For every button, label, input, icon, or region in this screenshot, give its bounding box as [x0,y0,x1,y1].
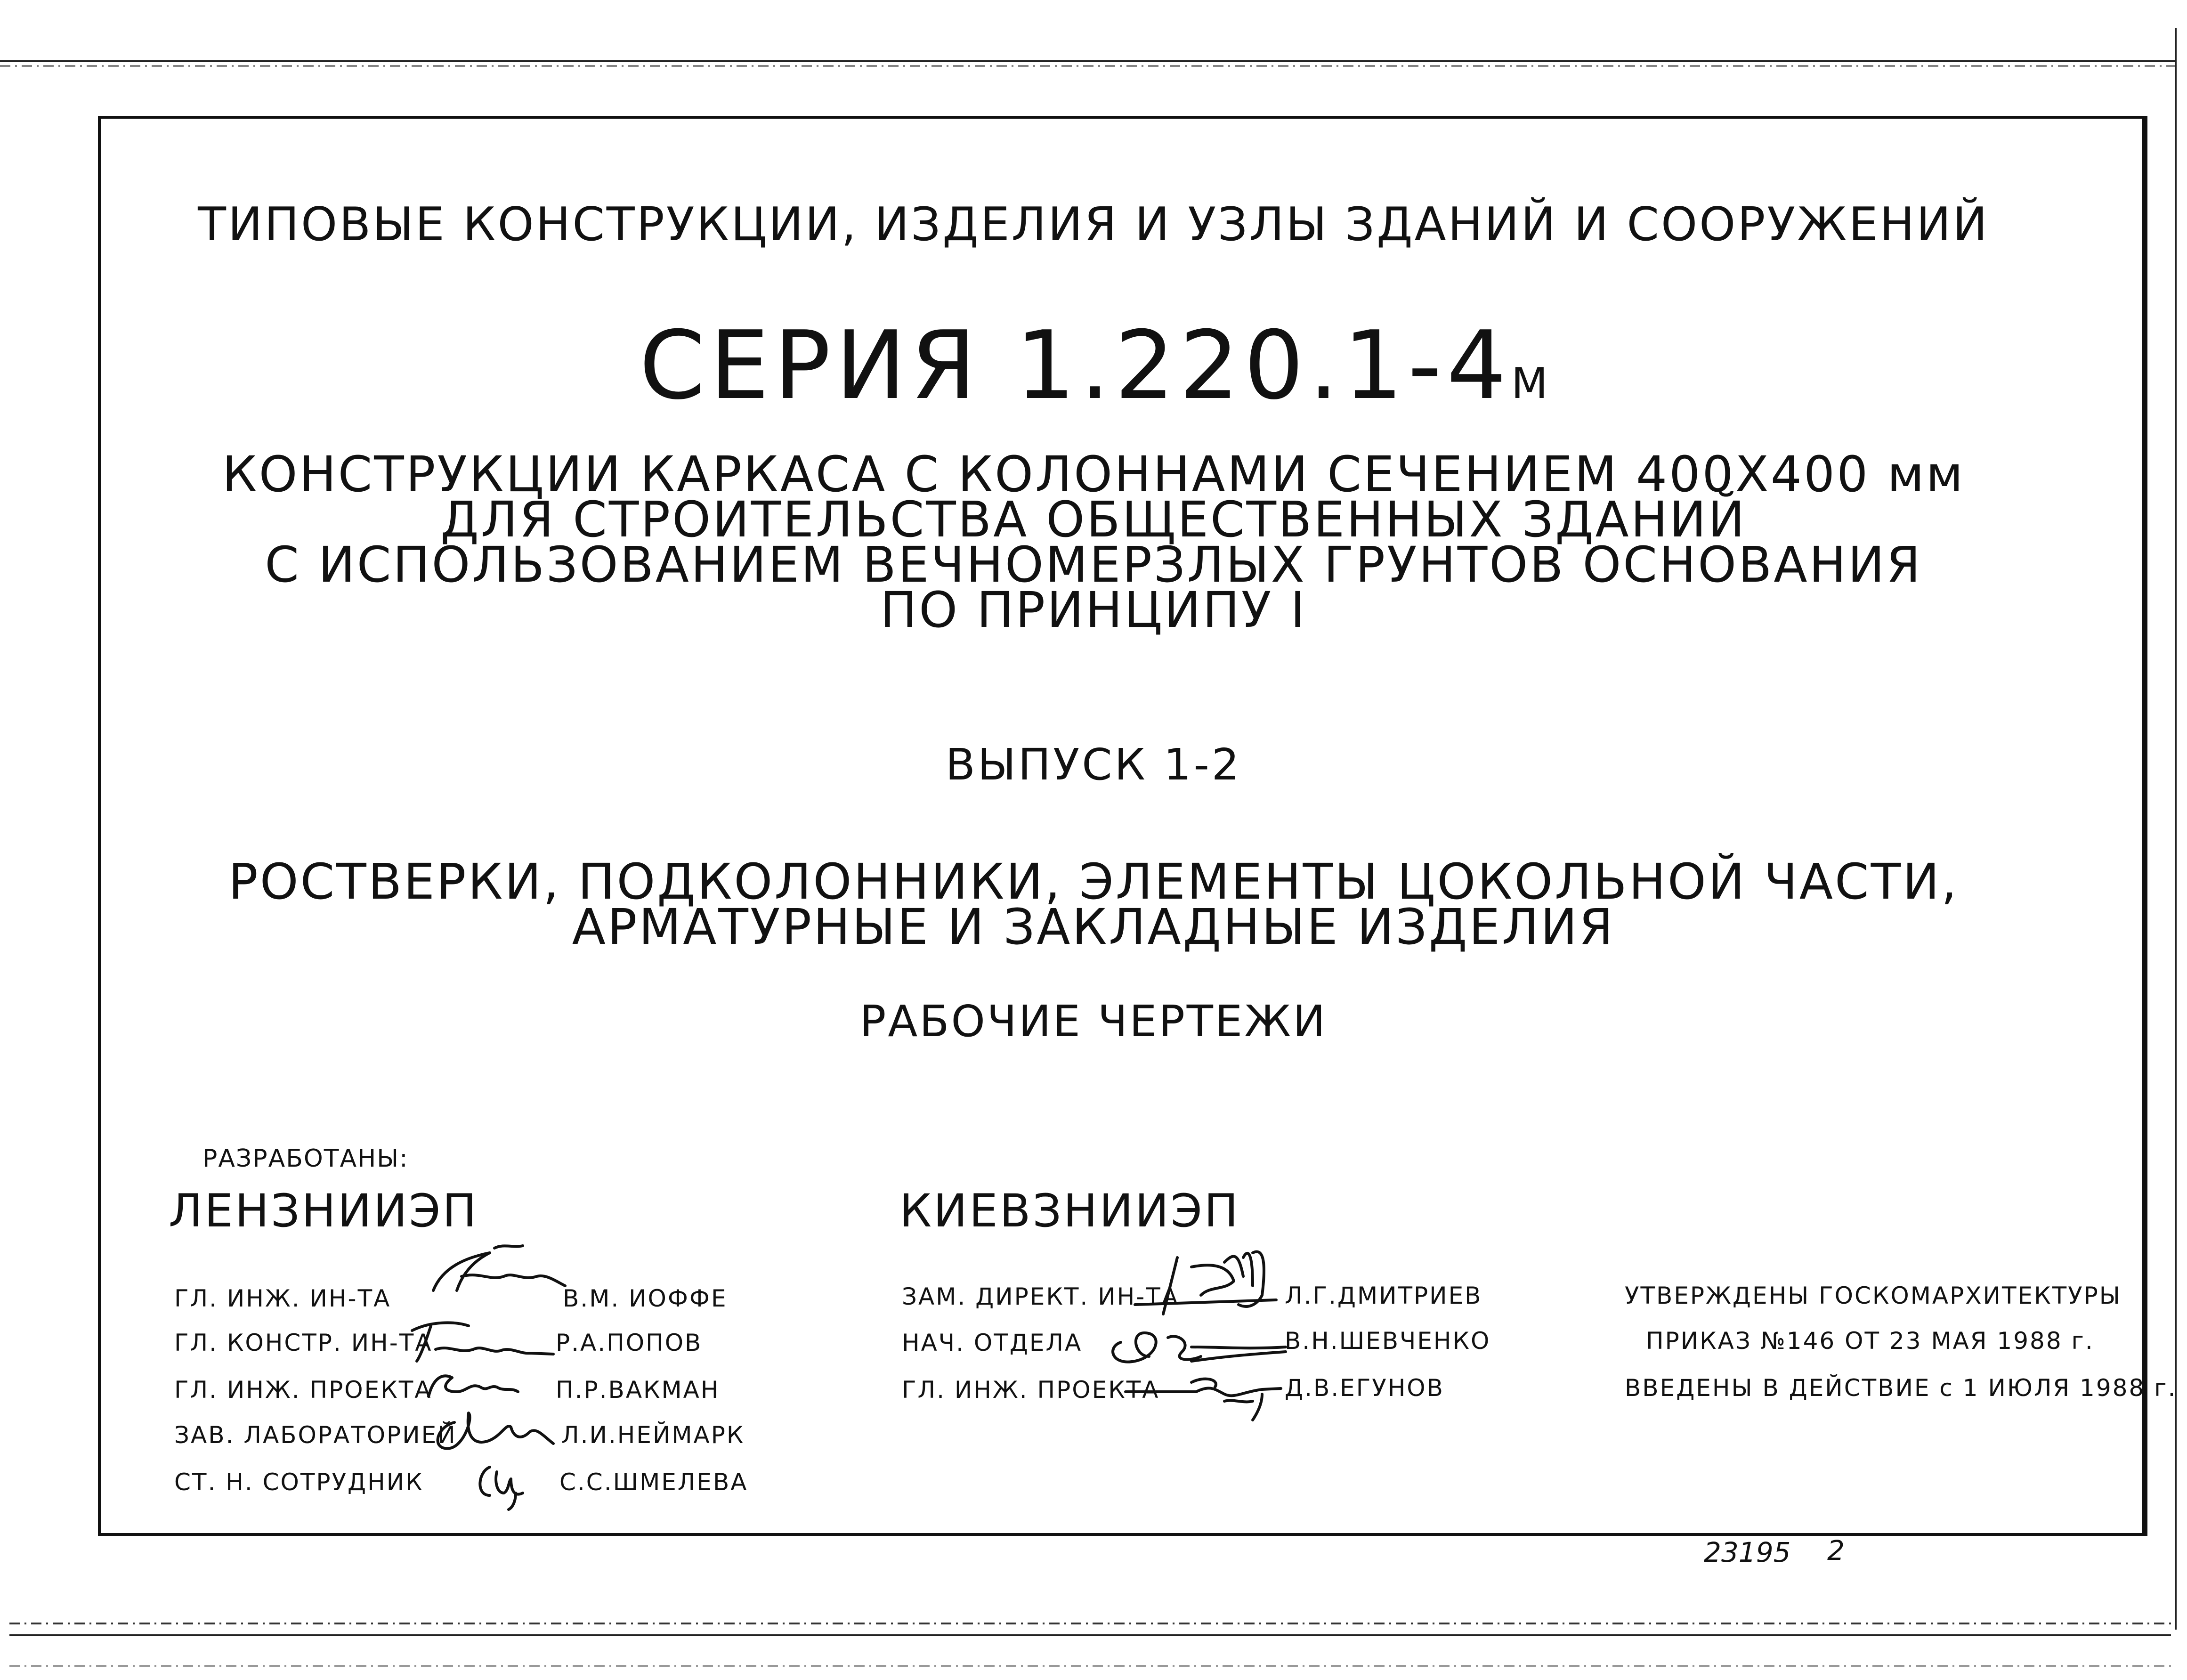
staff-role: ГЛ. ИНЖ. ПРОЕКТА [174,1376,432,1404]
org-left-name: ЛЕНЗНИИЭП [169,1185,478,1237]
top-dashed-line [0,65,2176,67]
staff-name: Д.В.ЕГУНОВ [1285,1374,1444,1402]
signature-neimark [426,1404,563,1460]
staff-role: СТ. Н. СОТРУДНИК [174,1469,424,1496]
issue-label: ВЫПУСК 1-2 [945,739,1242,790]
staff-role: НАЧ. ОТДЕЛА [902,1329,1083,1356]
series-suffix: М [1511,359,1548,408]
description-line: ПО ПРИНЦИПУ I [880,581,1307,639]
staff-name: Р.А.ПОПОВ [556,1329,703,1356]
bottom-dashed-line-2 [9,1665,2171,1667]
staff-name: С.С.ШМЕЛЕВА [559,1469,748,1496]
document-number: 23195 [1704,1536,1791,1568]
approval-line: ПРИКАЗ №146 ОТ 23 МАЯ 1988 г. [1646,1327,2094,1355]
top-border-line [0,60,2176,62]
signature-egunov [1121,1356,1290,1427]
signature-vakman [419,1359,523,1411]
developed-label: РАЗРАБОТАНЫ: [202,1144,409,1173]
description-block [0,446,2187,639]
bottom-dashed-line-1 [9,1623,2171,1624]
drawings-label: РАБОЧИЕ ЧЕРТЕЖИ [859,996,1328,1047]
parts-line: РОСТВЕРКИ, ПОДКОЛОННИКИ, ЭЛЕМЕНТЫ ЦОКОЛЬНОЙ ЧАСТИ, [228,853,1959,910]
document-header: ТИПОВЫЕ КОНСТРУКЦИИ, ИЗДЕЛИЯ И УЗЛЫ ЗДАНИЙ И СООРУЖЕНИЙ [198,198,1989,252]
staff-role: ЗАВ. ЛАБОРАТОРИЕЙ [174,1421,457,1449]
staff-name: В.М. ИОФФЕ [563,1285,728,1312]
staff-role: ГЛ. ИНЖ. ИН-ТА [174,1285,391,1312]
staff-role: ЗАМ. ДИРЕКТ. ИН-ТА [902,1283,1180,1310]
page-number: 2 [1827,1534,1845,1566]
series-title [0,311,2187,421]
staff-name: Л.Г.ДМИТРИЕВ [1285,1282,1482,1309]
parts-block [0,853,2187,956]
staff-name: П.Р.ВАКМАН [556,1376,720,1404]
bottom-border-line [9,1634,2171,1636]
description-line: С ИСПОЛЬЗОВАНИЕМ ВЕЧНОМЕРЗЛЫХ ГРУНТОВ ОСНОВАНИЯ [265,536,1922,593]
staff-name: В.Н.ШЕВЧЕНКО [1285,1327,1491,1355]
series-label: СЕРИЯ 1.220.1-4 [639,311,1511,421]
description-line: КОНСТРУКЦИИ КАРКАСА С КОЛОННАМИ СЕЧЕНИЕМ 400Х400 мм [222,446,1965,503]
signature-shmeleva [471,1453,532,1514]
signature-ioffe [424,1239,570,1305]
approval-line: ВВЕДЕНЫ В ДЕЙСТВИЕ с 1 ИЮЛЯ 1988 г. [1625,1374,2177,1402]
approval-line: УТВЕРЖДЕНЫ ГОСКОМАРХИТЕКТУРЫ [1625,1282,2122,1309]
parts-line: АРМАТУРНЫЕ И ЗАКЛАДНЫЕ ИЗДЕЛИЯ [572,898,1615,956]
staff-name: Л.И.НЕЙМАРК [561,1421,745,1449]
description-line: ДЛЯ СТРОИТЕЛЬСТВА ОБЩЕСТВЕННЫХ ЗДАНИЙ [440,491,1747,548]
org-right-name: КИЕВЗНИИЭП [899,1185,1240,1237]
staff-role: ГЛ. ИНЖ. ПРОЕКТА [902,1376,1160,1404]
staff-role: ГЛ. КОНСТР. ИН-ТА [174,1329,433,1356]
